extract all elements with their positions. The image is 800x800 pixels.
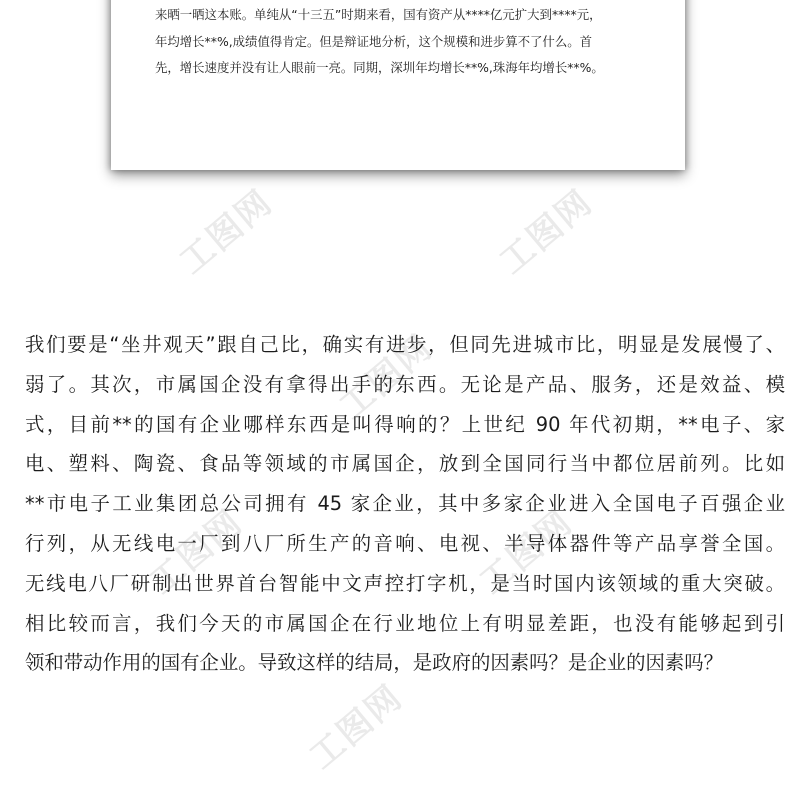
watermark: 工图网 [302,677,411,778]
paragraph-line: **市电子工业集团总公司拥有 45 家企业，其中多家企业进入全国电子百强企业 [25,492,785,516]
paragraph-line: 无线电八厂研制出世界首台智能中文声控打字机，是当时国内该领域的重大突破。 [25,571,785,595]
watermark: 工图网 [142,502,251,603]
paragraph-line: 电、塑料、陶瓷、食品等领域的市属国企，放到全国同行当中都位居前列。比如 [25,452,785,476]
paragraph-line: 行列，从无线电一厂到八厂所生产的音响、电视、半导体器件等产品享誉全国。 [25,531,785,555]
watermark: 工图网 [472,502,581,603]
card-line: 先，增长速度并没有让人眼前一亮。同期，深圳年均增长**%,珠海年均增长**%。 [155,60,604,75]
card-line: 年均增长**%,成绩值得肯定。但是辩证地分析，这个规模和进步算不了什么。首 [155,33,592,49]
article-body [25,325,785,683]
watermark: 工图网 [172,182,281,283]
paragraph-line: 领和带动作用的国有企业。导致这样的结局，是政府的因素吗？是企业的因素吗？ [25,651,724,675]
paragraph-line: 弱了。其次，市属国企没有拿得出手的东西。无论是产品、服务，还是效益、模 [25,372,785,396]
quote-card [111,0,685,170]
quote-card-text [155,2,655,82]
watermark: 工图网 [492,182,601,283]
paragraph-line: 式，目前**的国有企业哪样东西是叫得响的？上世纪 90 年代初期，**电子、家 [25,412,785,436]
card-line: 来晒一晒这本账。单纯从“十三五”时期来看，国有资产从****亿元扩大到****元， [155,7,602,22]
paragraph-line: 相比较而言，我们今天的市属国企在行业地位上有明显差距，也没有能够起到引 [25,611,785,635]
watermark: 工图网 [332,327,441,428]
paragraph-line: 我们要是“坐井观天”跟自己比，确实有进步，但同先进城市比，明显是发展慢了、 [25,333,785,356]
